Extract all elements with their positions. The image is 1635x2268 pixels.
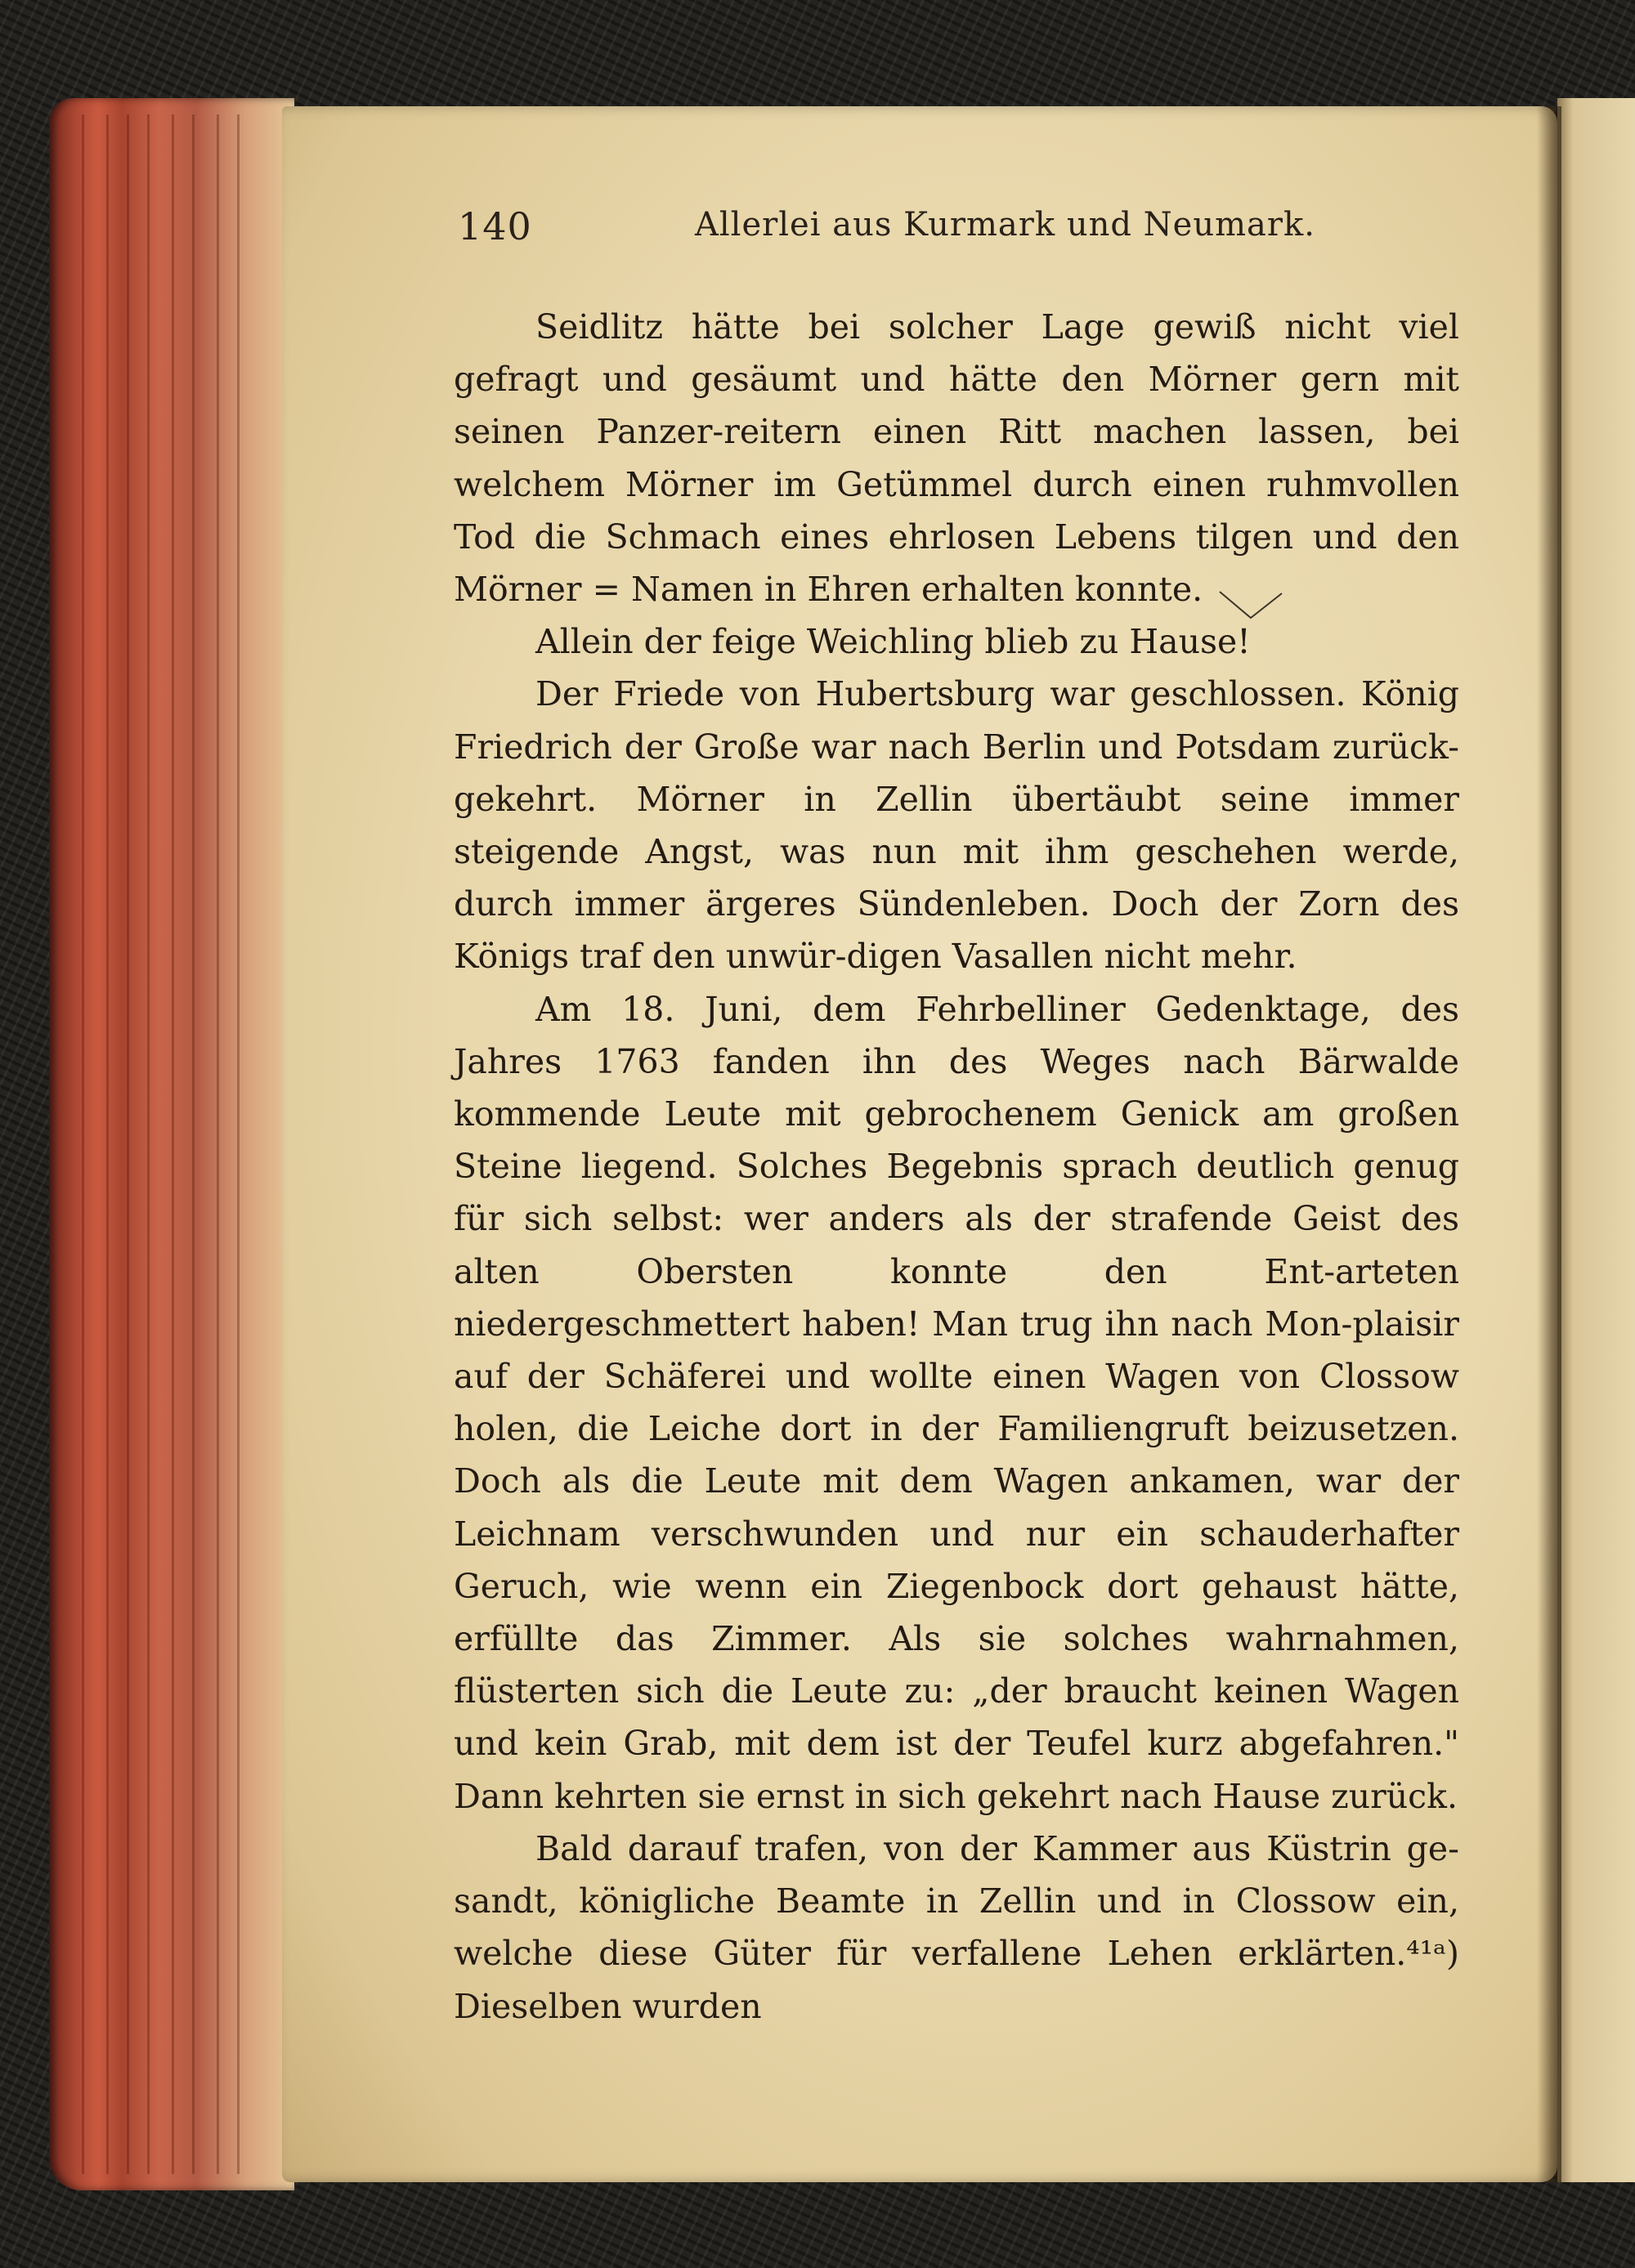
pencil-check-mark (1218, 588, 1283, 621)
facing-page-edge (1557, 98, 1635, 2182)
page-gutter (1537, 106, 1561, 2182)
paragraph: Allein der feige Weichling blieb zu Hause! (535, 622, 1251, 662)
body-text (454, 301, 1459, 2033)
paragraph: Bald darauf trafen, von der Kammer aus Küstrin ge-sandt, königliche Beamte in Zellin und in Clossow ein, welche diese Güter für verfallene Lehen erklärten.⁴¹ᵃ) Dieselben wurden (454, 1828, 1459, 2026)
page-edges (49, 98, 294, 2190)
paragraph: Der Friede von Hubertsburg war geschlossen. König Friedrich der Große war nach Berlin und Potsdam zurück-gekehrt. Mörner in Zellin übertäubt seine immer steigende Angst, was nun mit ihm geschehen werde, durch immer ärgeres Sündenleben. Doch der Zorn des Königs traf den unwür-digen Vasallen nicht mehr. (454, 674, 1459, 977)
page-number: 140 (458, 204, 532, 248)
page-header (458, 204, 1455, 262)
paragraph: Am 18. Juni, dem Fehrbelliner Gedenktage, des Jahres 1763 fanden ihn des Weges nach Bärwalde kommende Leute mit gebrochenem Genick am großen Steine liegend. Solches Begebnis sprach deutlich genug für sich selbst: wer anders als der strafende Geist des alten Obersten konnte den Ent-arteten niedergeschmettert haben! Man trug ihn nach Mon-plaisir auf der Schäferei und wollte einen Wagen von Clossow holen, die Leiche dort in der Familiengruft beizusetzen. Doch als die Leute mit dem Wagen ankamen, war der Leichnam verschwunden und nur ein schauderhafter Geruch, wie wenn ein Ziegenbock dort gehaust hätte, erfüllte das Zimmer. Als sie solches wahrnahmen, flüsterten sich die Leute zu: „der braucht keinen Wagen und kein Grab, mit dem ist der Teufel kurz abgefahren." Dann kehrten sie ernst in sich gekehrt nach Hause zurück. (454, 989, 1459, 1816)
running-head: Allerlei aus Kurmark und Neumark. (695, 206, 1315, 244)
paragraph: Seidlitz hätte bei solcher Lage gewiß nicht viel gefragt und gesäumt und hätte den Mörner gern mit seinen Panzer-reitern einen Ritt machen lassen, bei welchem Mörner im Getümmel durch einen ruhmvollen Tod die Schmach eines ehrlosen Lebens tilgen und den Mörner = Namen in Ehren erhalten konnte. (454, 307, 1459, 610)
